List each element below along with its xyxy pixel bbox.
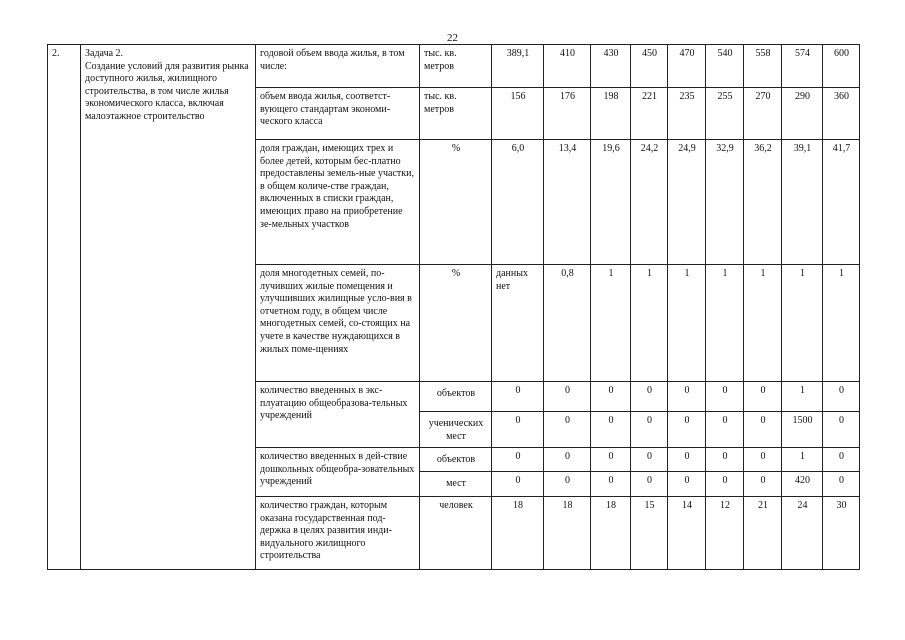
- value-cell: 0: [492, 448, 544, 472]
- value-cell: 290: [782, 88, 823, 140]
- value-cell: 24,2: [631, 140, 668, 265]
- unit-cell: объектов: [420, 382, 492, 412]
- value-cell: 389,1: [492, 45, 544, 88]
- value-cell: 1: [782, 382, 823, 412]
- value-cell: 360: [823, 88, 860, 140]
- value-cell: 32,9: [706, 140, 744, 265]
- indicator-name: годовой объем ввода жилья, в том числе:: [256, 45, 420, 88]
- value-cell: 0: [744, 472, 782, 497]
- value-cell: 0: [591, 382, 631, 412]
- value-cell: 18: [492, 497, 544, 570]
- value-cell: 41,7: [823, 140, 860, 265]
- indicator-name: количество введенных в экс-плуатацию общеобразова-тельных учреждений: [256, 382, 420, 448]
- value-cell: 15: [631, 497, 668, 570]
- unit-cell: %: [420, 140, 492, 265]
- value-cell: 0: [706, 382, 744, 412]
- value-cell: 0: [744, 412, 782, 448]
- value-cell: данных нет: [492, 265, 544, 382]
- value-cell: 12: [706, 497, 744, 570]
- value-cell: 430: [591, 45, 631, 88]
- value-cell: 1500: [782, 412, 823, 448]
- value-cell: 0: [492, 382, 544, 412]
- value-cell: 1: [782, 448, 823, 472]
- value-cell: 0: [668, 382, 706, 412]
- value-cell: 0: [668, 412, 706, 448]
- value-cell: 0: [544, 382, 591, 412]
- value-cell: 470: [668, 45, 706, 88]
- value-cell: 1: [744, 265, 782, 382]
- indicator-name: доля многодетных семей, по-лучивших жилые помещения и улучшивших жилищные усло-вия в отчетном году, в общем числе многодетных семей, со-стоящих на учете в качестве нуждающихся в жилых поме-щениях: [256, 265, 420, 382]
- value-cell: 1: [591, 265, 631, 382]
- value-cell: 14: [668, 497, 706, 570]
- value-cell: 270: [744, 88, 782, 140]
- unit-cell: тыс. кв. метров: [420, 45, 492, 88]
- value-cell: 13,4: [544, 140, 591, 265]
- indicator-name: количество граждан, которым оказана государственная под-держка в целях развития инди-видуального жилищного строительства: [256, 497, 420, 570]
- value-cell: 19,6: [591, 140, 631, 265]
- unit-cell: объектов: [420, 448, 492, 472]
- value-cell: 24: [782, 497, 823, 570]
- value-cell: 39,1: [782, 140, 823, 265]
- value-cell: 235: [668, 88, 706, 140]
- value-cell: 0: [744, 448, 782, 472]
- value-cell: 558: [744, 45, 782, 88]
- value-cell: 0: [631, 472, 668, 497]
- value-cell: 1: [668, 265, 706, 382]
- value-cell: 0: [668, 472, 706, 497]
- value-cell: 6,0: [492, 140, 544, 265]
- table-body: [48, 45, 860, 570]
- value-cell: 574: [782, 45, 823, 88]
- unit-cell: %: [420, 265, 492, 382]
- value-cell: 1: [631, 265, 668, 382]
- value-cell: 0: [668, 448, 706, 472]
- value-cell: 0: [706, 412, 744, 448]
- indicator-name: объем ввода жилья, соответст-вующего стандартам экономи-ческого класса: [256, 88, 420, 140]
- value-cell: 600: [823, 45, 860, 88]
- value-cell: 0: [706, 472, 744, 497]
- value-cell: 156: [492, 88, 544, 140]
- value-cell: 198: [591, 88, 631, 140]
- value-cell: 0: [591, 472, 631, 497]
- value-cell: 255: [706, 88, 744, 140]
- indicator-name: доля граждан, имеющих трех и более детей, которым бес-платно предоставлены земель-ные участки, в общем количе-стве граждан, включенных в списки граждан, имеющих право на приобретение зе-мельных участков: [256, 140, 420, 265]
- value-cell: 21: [744, 497, 782, 570]
- value-cell: 24,9: [668, 140, 706, 265]
- value-cell: 0: [823, 448, 860, 472]
- value-cell: 0: [744, 382, 782, 412]
- value-cell: 0: [544, 472, 591, 497]
- value-cell: 30: [823, 497, 860, 570]
- value-cell: 1: [782, 265, 823, 382]
- value-cell: 18: [544, 497, 591, 570]
- value-cell: 176: [544, 88, 591, 140]
- table-row: [48, 45, 860, 88]
- value-cell: 0: [591, 412, 631, 448]
- value-cell: 0: [823, 412, 860, 448]
- value-cell: 0: [544, 412, 591, 448]
- value-cell: 1: [706, 265, 744, 382]
- page-number: 22: [447, 32, 458, 44]
- value-cell: 0: [631, 382, 668, 412]
- value-cell: 221: [631, 88, 668, 140]
- value-cell: 410: [544, 45, 591, 88]
- value-cell: 420: [782, 472, 823, 497]
- value-cell: 0: [823, 382, 860, 412]
- value-cell: 540: [706, 45, 744, 88]
- value-cell: 0: [591, 448, 631, 472]
- unit-cell: мест: [420, 472, 492, 497]
- value-cell: 0,8: [544, 265, 591, 382]
- unit-cell: человек: [420, 497, 492, 570]
- value-cell: 0: [631, 412, 668, 448]
- unit-cell: тыс. кв. метров: [420, 88, 492, 140]
- indicators-table: [47, 44, 860, 570]
- value-cell: 450: [631, 45, 668, 88]
- task-description: Задача 2. Создание условий для развития рынка доступного жилья, жилищного строительства, в том числе жилья экономического класса, включая малоэтажное строительство: [81, 45, 256, 570]
- row-number: 2.: [48, 45, 81, 570]
- value-cell: 36,2: [744, 140, 782, 265]
- value-cell: 0: [631, 448, 668, 472]
- value-cell: 0: [706, 448, 744, 472]
- value-cell: 18: [591, 497, 631, 570]
- unit-cell: ученических мест: [420, 412, 492, 448]
- value-cell: 0: [823, 472, 860, 497]
- value-cell: 0: [544, 448, 591, 472]
- value-cell: 0: [492, 412, 544, 448]
- value-cell: 1: [823, 265, 860, 382]
- indicator-name: количество введенных в дей-ствие дошкольных общеобра-зовательных учреждений: [256, 448, 420, 497]
- value-cell: 0: [492, 472, 544, 497]
